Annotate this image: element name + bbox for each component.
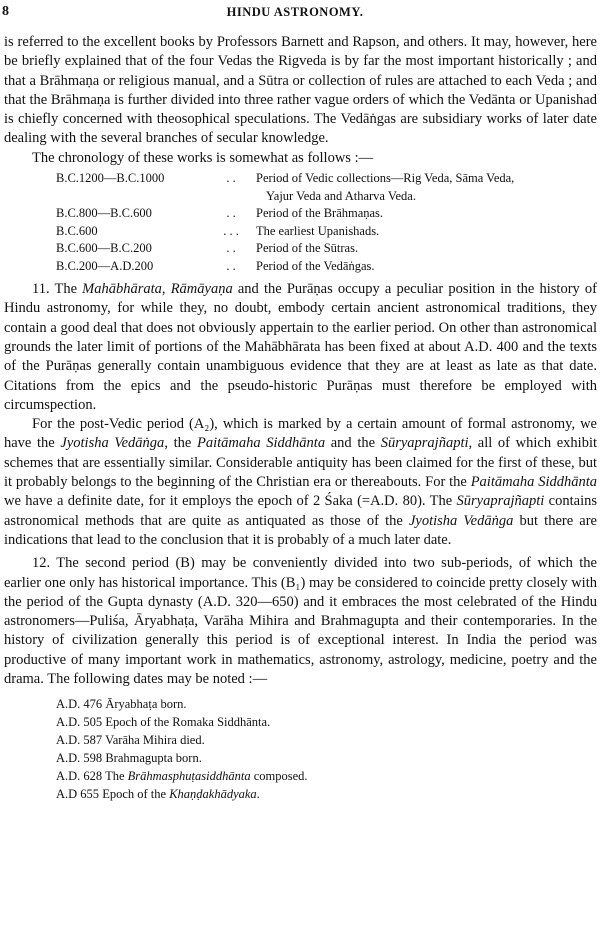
para-text: 11. The (32, 281, 83, 298)
event-date: A.D. 587 (56, 733, 103, 748)
para-text: we have a definite date, for it employs the epoch of 2 Śaka (=A.D. 80). The (4, 493, 457, 510)
leader-dots (206, 205, 256, 223)
page-body (4, 33, 597, 803)
event-date: A.D. 476 (56, 697, 103, 712)
paragraph-12: 12. The second period (B) may be conveniently divided into two sub-periods, of which the earlier one only has historical importance. This (B₁) may be considered to coincide pretty closely with the period of the Gupta dynasty (A.D. 320—650) and it embraces the most celebrated of the Hindu astronomers—Puliśa, Āryabhaṭa, Varāha Mihira and Brahmagupta and their contemporaries. In the history of civilization generally this period is of exceptional interest. In India the period was productive of many important work in mathematics, astronomy, astrology, medicine, poetry and the drama. The following dates may be noted :— (4, 555, 597, 688)
para-text: and the Purāṇas occupy a peculiar position in the history of Hindu astronomy, for while they, no doubt, embody certain ancient astronomical traditions, they contain a good deal that does not obviously appertain to the earlier period. On other than astronomical grounds the later limit of portions of the Mahābhārata has been fixed at about A.D. 400 and the texts of the Purāṇas generally contain unambiguous evidence that they are at least as late as that date. Citations from the epics and the pseudo-historic Purāṇas must therefore be employed with circumspection. (4, 281, 598, 413)
work-title: Jyotisha Vedāṅga (408, 512, 514, 529)
para-text: , (161, 281, 171, 298)
event-text: The (105, 769, 128, 784)
list-item (56, 749, 597, 767)
work-title: Sūryaprajñapti (456, 493, 545, 510)
chronology-date (56, 258, 206, 276)
leader-dots-text: . . (226, 258, 236, 273)
chronology-date-text: B.C.600—B.C.200 (56, 241, 152, 256)
running-title: HINDU ASTRONOMY. (226, 5, 364, 19)
chronology-description (256, 258, 586, 276)
page-number: 8 (2, 4, 9, 19)
chronology-table (56, 170, 586, 275)
para-text: , all of which exhibit schemes that are essentially similar. Considerable antiquity has been claimed for the first of these, but it probably belongs to the beginning of the Christian era or thereabouts. For the (4, 435, 598, 491)
event-text: Āryabhaṭa born. (105, 697, 187, 712)
work-title: Khaṇḍakhādyaka (169, 787, 257, 802)
chronology-description-text: Period of the Vedāṅgas. (256, 258, 375, 273)
work-title: Mahābhārata (82, 281, 162, 298)
chronology-date-text: B.C.800—B.C.600 (56, 206, 152, 221)
list-item (56, 713, 597, 731)
paragraph-continued: is referred to the excellent books by Professors Barnett and Rapson, and others. It may, however, here be briefly explained that of the four Vedas the Rigveda is by far the most important historically ; and that a Brāhmaṇa or religious manual, and a Sūtra or collection of rules are attached to each Veda ; and that the Brāhmaṇa is further divided into three rather vague orders of which the Vedānta or Upanishad is chiefly concerned with theosophical speculations. The Vedāṅgas are subsidiary works of later date dealing with the several branches of secular knowledge. (4, 34, 597, 147)
chronology-row (56, 258, 586, 276)
dates-list (56, 695, 597, 803)
para-text: and the (325, 435, 381, 452)
leader-dots-text: . . . (223, 223, 239, 238)
chronology-date (56, 223, 206, 241)
chronology-date-text: B.C.1200—B.C.1000 (56, 171, 165, 186)
leader-dots-text: . . (226, 171, 236, 186)
event-text: Varāha Mihira died. (105, 733, 205, 748)
paragraph-post-vedic (4, 415, 597, 550)
chronology-intro: The chronology of these works is somewhat as follows :— (32, 149, 374, 166)
chronology-date-text: B.C.600 (56, 223, 98, 238)
chronology-date (56, 240, 206, 258)
event-text: Epoch of the Romaka Siddhānta. (105, 715, 271, 730)
leader-dots (206, 240, 256, 258)
work-title: Paitāmaha Siddhānta (470, 474, 597, 491)
event-date: A.D 655 (56, 787, 100, 802)
para-text: For the post-Vedic period (A₂), which is marked by a certain amount of formal astronomy, we have the (4, 416, 597, 452)
chronology-description-text: Period of Vedic collections—Rig Veda, Sāma Veda, (256, 171, 515, 186)
chronology-row (56, 170, 586, 205)
chronology-date (56, 170, 206, 205)
list-item (56, 731, 597, 749)
leader-dots-text: . . (226, 206, 236, 221)
work-title: Jyotisha Vedāṅga (60, 435, 165, 452)
work-title: Paitāmaha Siddhānta (196, 435, 326, 452)
leader-dots (206, 170, 256, 205)
leader-dots (206, 258, 256, 276)
list-item (56, 785, 597, 803)
event-text: composed. (250, 769, 308, 784)
event-text: . (256, 787, 260, 802)
work-title: Rāmāyaṇa (170, 281, 233, 298)
event-text: Epoch of the (102, 787, 170, 802)
list-item (56, 695, 597, 713)
leader-dots-text: . . (226, 241, 236, 256)
event-date: A.D. 628 (56, 769, 103, 784)
chronology-description (256, 170, 586, 205)
para-text: contains astronomical methods that are quite as antiquated as those of the (4, 493, 597, 529)
chronology-description-text: Period of the Brāhmaṇas. (256, 206, 384, 221)
event-date: A.D. 598 (56, 751, 103, 766)
chronology-row (56, 240, 586, 258)
chronology-row (56, 205, 586, 223)
para-text: but there are indications that lead to the conclusion that it is probably of a much later date. (4, 512, 597, 548)
chronology-date-text: B.C.200—A.D.200 (56, 258, 154, 273)
chronology-row (56, 223, 586, 241)
event-text: Brahmagupta born. (105, 751, 202, 766)
work-title: Brāhmasphuṭasiddhānta (127, 769, 251, 784)
chronology-date (56, 205, 206, 223)
event-date: A.D. 505 (56, 715, 103, 730)
chronology-description-text: The earliest Upanishads. (256, 223, 380, 238)
work-title: Sūryaprajñapti (380, 435, 469, 452)
paragraph-11 (4, 280, 597, 415)
para-text: , the (164, 435, 197, 452)
chronology-description (256, 205, 586, 223)
chronology-description-text: Period of the Sūtras. (256, 241, 359, 256)
list-item (56, 767, 597, 785)
chronology-description (256, 223, 586, 241)
chronology-description (256, 240, 586, 258)
page-header (2, 4, 588, 22)
leader-dots (206, 223, 256, 241)
chronology-description-continued: Yajur Veda and Atharva Veda. (266, 188, 416, 203)
